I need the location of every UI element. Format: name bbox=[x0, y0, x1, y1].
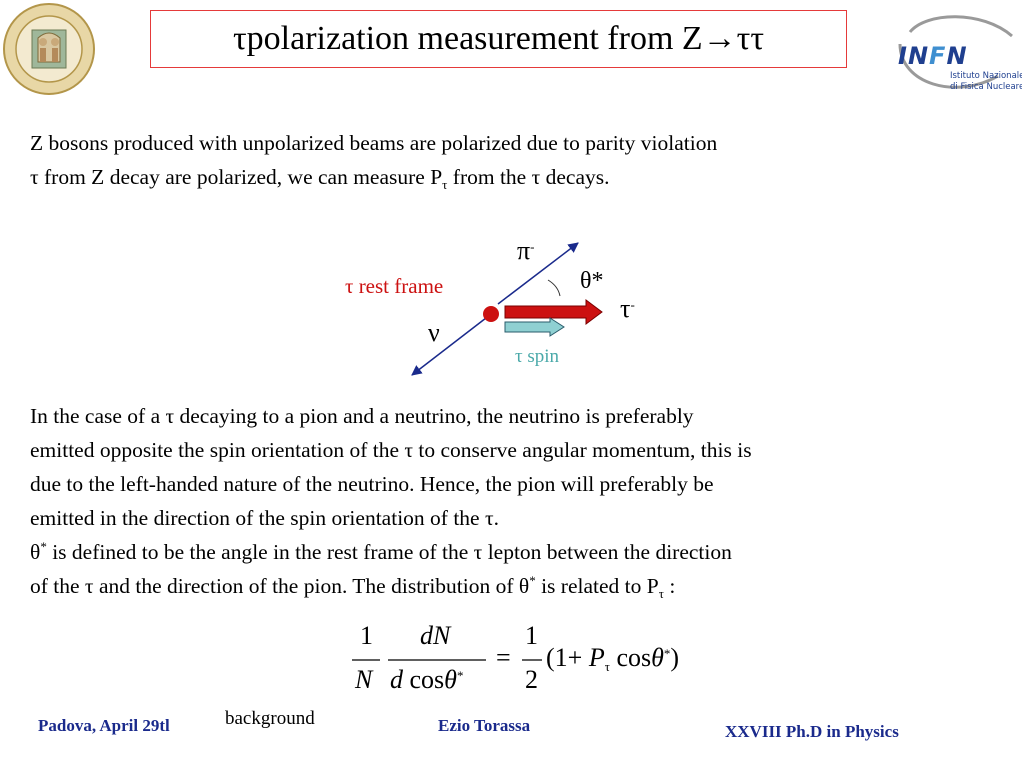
infn-logo bbox=[886, 14, 1022, 98]
title-tau: τ bbox=[233, 20, 247, 57]
footer-course: XXVIII Ph.D in Physics bbox=[725, 722, 899, 741]
footer-author: Ezio Torassa bbox=[438, 716, 531, 735]
tau-decay-diagram bbox=[345, 228, 680, 388]
rest-frame-label: τ rest frame bbox=[345, 274, 444, 298]
formula-N: N bbox=[355, 665, 373, 694]
title-tautau: ττ bbox=[736, 20, 764, 57]
slide-title bbox=[150, 10, 847, 68]
pion-label: π- bbox=[517, 236, 535, 265]
theta-arc bbox=[548, 280, 560, 296]
formula-one: 1 bbox=[360, 621, 373, 650]
intro-line-2: τ from Z decay are polarized, we can measure $P_\tau$ from the τ decays. bbox=[30, 165, 610, 192]
intro-text bbox=[30, 126, 990, 194]
para-line-3: due to the left-handed nature of the neutrino. Hence, the pion will preferably be bbox=[30, 472, 714, 496]
distribution-formula bbox=[340, 615, 740, 707]
para-line-2: emitted opposite the spin orientation of the τ to conserve angular momentum, this is bbox=[30, 438, 752, 462]
formula-dN: dN bbox=[420, 621, 451, 650]
formula-half-den: 2 bbox=[525, 665, 538, 694]
theta-star-label: θ* bbox=[580, 268, 604, 294]
formula-half-num: 1 bbox=[525, 621, 538, 650]
formula-denominator: d cosθ* bbox=[390, 665, 464, 694]
pion-direction-line bbox=[498, 243, 578, 304]
university-seal-logo bbox=[2, 2, 96, 96]
title-text: polarization measurement from Z bbox=[246, 20, 703, 57]
tau-spin-arrow bbox=[505, 318, 564, 336]
neutrino-direction-line bbox=[412, 318, 486, 375]
formula-bracket: ($1+ P_\tau$ cosθ*) bbox=[546, 643, 680, 674]
para-line-6: of the τ and the direction of the pion. The distribution of θ* is related to $P_\tau$ : bbox=[30, 573, 676, 601]
svg-text:INFN: INFN bbox=[898, 42, 968, 70]
infn-line1: Istituto Nazionale bbox=[950, 71, 1022, 81]
neutrino-label: ν bbox=[428, 318, 440, 347]
tau-minus-label: τ- bbox=[620, 294, 635, 323]
tau-dot bbox=[483, 306, 499, 322]
para-line-5: θ* is defined to be the angle in the rest frame of the τ lepton between the direction bbox=[30, 539, 732, 564]
explanation-paragraph bbox=[30, 399, 1005, 603]
footer-background-label: background bbox=[225, 708, 315, 729]
para-line-1: In the case of a τ decaying to a pion and a neutrino, the neutrino is preferably bbox=[30, 404, 694, 428]
footer-location-date: Padova, April 29tl bbox=[38, 716, 170, 735]
formula-equals: = bbox=[496, 643, 511, 672]
para-line-4: emitted in the direction of the spin orientation of the τ. bbox=[30, 506, 499, 530]
title-arrow: → bbox=[702, 20, 737, 57]
infn-line2: di Fisica Nucleare bbox=[950, 82, 1022, 92]
intro-line-1: Z bosons produced with unpolarized beams are polarized due to parity violation bbox=[30, 131, 718, 155]
spin-label: τ spin bbox=[515, 346, 560, 367]
